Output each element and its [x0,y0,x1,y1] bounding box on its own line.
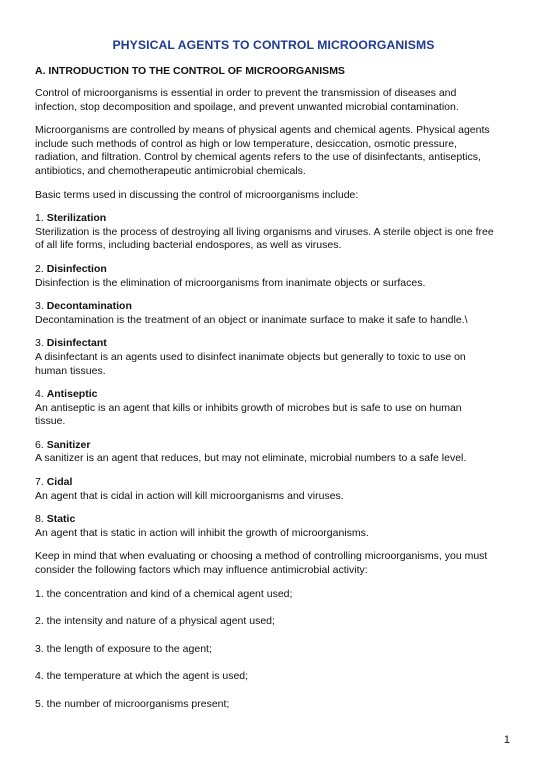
term-cidal [35,476,494,503]
intro-paragraph: Basic terms used in discussing the control of microorganisms include: [35,188,359,201]
factor-item: 2. the intensity and nature of a physical agent used; [35,615,275,628]
factor-item: 1. the concentration and kind of a chemical agent used; [35,587,293,600]
term-heading [35,476,494,490]
factors-intro: Keep in mind that when evaluating or choosing a method of controlling microorganisms, you must consider the following factors which may influence antimicrobial activity: [35,550,488,577]
term-heading [35,337,494,351]
factor-item: 3. the length of exposure to the agent; [35,642,212,655]
term-definition: A sanitizer is an agent that reduces, but may not eliminate, microbial numbers to a safe level. [35,452,467,465]
intro-paragraph: Control of microorganisms is essential in order to prevent the transmission of diseases and infection, stop decomposition and spoilage, and prevent unwanted microbial contamination. [35,87,459,113]
factor-item: 4. the temperature at which the agent is used; [35,670,249,683]
term-name: Antiseptic [46,388,98,401]
term-number: 7. [35,476,44,489]
document-title: PHYSICAL AGENTS TO CONTROL MICROORGANISMS [112,38,435,52]
term-decontamination [35,300,494,327]
term-name: Sanitizer [46,438,91,451]
term-disinfection [35,263,494,290]
term-antiseptic [35,388,494,429]
term-number: 3. [35,337,44,350]
term-name: Cidal [46,476,73,489]
term-heading [35,300,494,314]
term-name: Disinfectant [46,337,107,350]
term-number: 3. [35,300,44,313]
term-definition: A disinfectant is an agents used to disinfect inanimate objects but generally to toxic to use on human tissues. [35,350,466,377]
term-name: Static [46,513,76,526]
term-heading [35,212,494,226]
term-heading [35,439,494,453]
term-definition: Sterilization is the process of destroying all living organisms and viruses. A sterile object is one free of all life forms, including bacterial endospores, as well as viruses. [35,225,494,252]
section-heading: A. INTRODUCTION TO THE CONTROL OF MICROORGANISMS [35,65,345,77]
term-heading [35,263,494,277]
factor-item: 5. the number of microorganisms present; [35,698,230,710]
term-definition: Decontamination is the treatment of an object or inanimate surface to make it safe to handle.\ [35,313,468,326]
term-number: 6. [35,438,44,451]
term-number: 1. [35,212,44,225]
term-heading [35,513,494,527]
term-definition: An agent that is cidal in action will kill microorganisms and viruses. [35,489,344,502]
term-number: 2. [35,262,44,275]
intro-paragraph: Microorganisms are controlled by means of physical agents and chemical agents. Physical agents include such methods of control as high or low temperature, desiccation, osmotic pressure, radiation, and filtration. Control by chemical agents refers to the use of disinfectants, antiseptics, antibiotics, and chemotherapeutic antimicrobial chemicals. [35,124,490,177]
term-number: 4. [35,388,44,401]
term-sterilization [35,212,494,253]
term-definition: An agent that is static in action will inhibit the growth of microorganisms. [35,526,369,539]
term-number: 8. [35,513,44,526]
term-disinfectant [35,337,494,378]
term-name: Decontamination [46,300,132,313]
term-heading [35,388,494,402]
term-definition: An antiseptic is an agent that kills or inhibits growth of microbes but is safe to use on human tissue. [35,401,462,428]
term-static [35,513,494,540]
term-name: Sterilization [46,212,107,225]
page-number: 1 [503,734,510,746]
term-name: Disinfection [46,262,107,275]
term-sanitizer [35,439,494,466]
term-definition: Disinfection is the elimination of microorganisms from inanimate objects or surfaces. [35,276,426,289]
